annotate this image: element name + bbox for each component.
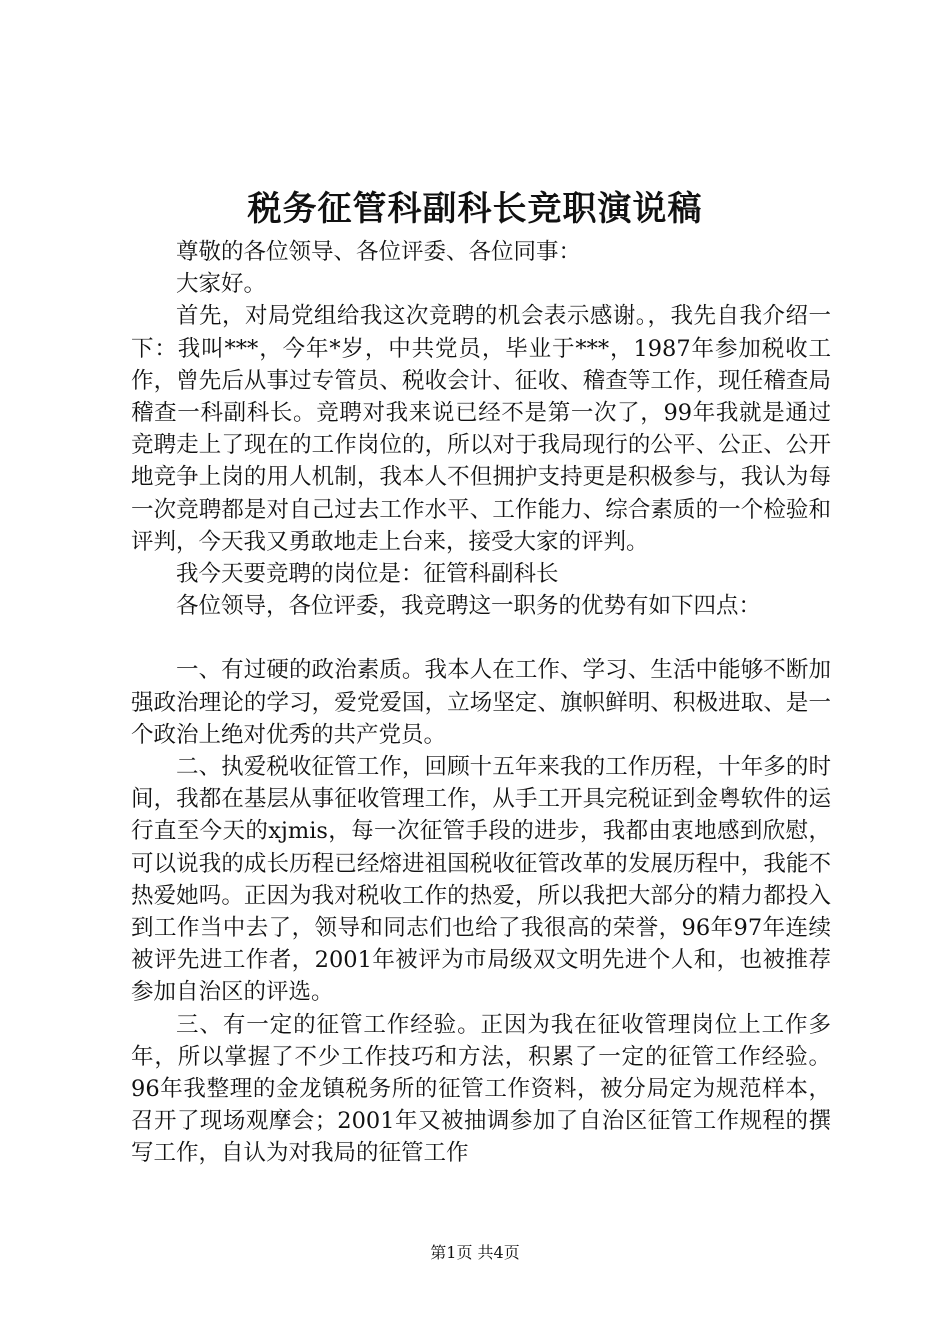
document-title: 税务征管科副科长竞职演说稿 <box>247 189 703 229</box>
advantage-two-paragraph: 二、执爱税收征管工作，回顾十五年来我的工作历程，十年多的时间，我都在基层从事征收管理工作，从手工开具完税证到金粤软件的运行直至今天的xjmis，每一次征管手段的进步，我都由衷地感到欣慰，可以说我的成长历程已经熔进祖国税收征管改革的发展历程中，我能不热爱她吗。正因为我对税收工作的热爱，所以我把大部分的精力都投入到工作当中去了，领导和同志们也给了我很高的荣誉，96年97年连续被评先进工作者，2001年被评为市局级双文明先进个人和，也被推荐参加自治区的评选。 <box>131 754 831 1006</box>
document-body <box>131 236 831 1170</box>
introduction-paragraph: 首先，对局党组给我这次竞聘的机会表示感谢。，我先自我介绍一下：我叫***，今年*岁，中共党员，毕业于***，1987年参加税收工作，曾先后从事过专管员、税收会计、征收、稽查等工作，现任稽查局稽查一科副科长。竞聘对我来说已经不是第一次了，99年我就是通过竞聘走上了现在的工作岗位的，所以对于我局现行的公平、公正、公开地竞争上岗的用人机制，我本人不但拥护支持更是积极参与，我认为每一次竞聘都是对自己过去工作水平、工作能力、综合素质的一个检验和评判，今天我又勇敢地走上台来，接受大家的评判。 <box>131 303 831 555</box>
advantage-three-paragraph: 三、有一定的征管工作经验。正因为我在征收管理岗位上工作多年，所以掌握了不少工作技巧和方法，积累了一定的征管工作经验。96年我整理的金龙镇税务所的征管工作资料，被分局定为规范样本，召开了现场观摩会；2001年又被抽调参加了自治区征管工作规程的撰写工作，自认为对我局的征管工作 <box>131 1011 831 1167</box>
page-footer: 第1页 共4页 <box>430 1243 520 1262</box>
advantage-one-paragraph: 一、有过硬的政治素质。我本人在工作、学习、生活中能够不断加强政治理论的学习，爱党爱国，立场坚定、旗帜鲜明、积极进取、是一个政治上绝对优秀的共产党员。 <box>131 657 831 748</box>
salutation-paragraph: 尊敬的各位领导、各位评委、各位同事： <box>176 239 582 265</box>
greeting-paragraph: 大家好。 <box>176 271 267 298</box>
advantages-intro-paragraph: 各位领导，各位评委，我竞聘这一职务的优势有如下四点： <box>176 593 762 620</box>
position-paragraph: 我今天要竞聘的岗位是：征管科副科长 <box>176 561 559 588</box>
